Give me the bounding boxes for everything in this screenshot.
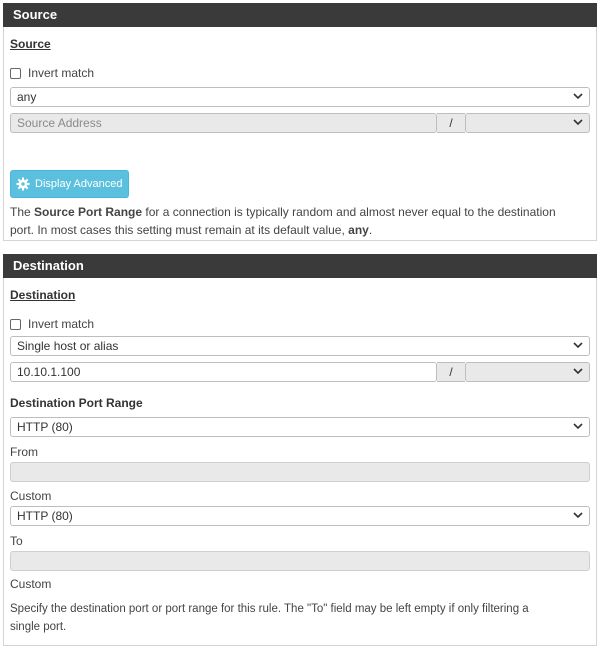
source-invert-checkbox[interactable] [10, 68, 21, 79]
destination-invert-checkbox[interactable] [10, 319, 21, 330]
source-panel [3, 3, 597, 241]
destination-help-line1: Specify the destination port or port range for this rule. The "To" field may be left empty if only filtering a [10, 603, 529, 615]
to-custom-label: Custom [10, 577, 52, 591]
chevron-down-icon [573, 117, 583, 127]
from-port-value: HTTP (80) [17, 420, 73, 434]
chevron-down-icon [573, 510, 583, 520]
destination-address-value: 10.10.1.100 [17, 365, 81, 379]
source-mask-select[interactable] [465, 113, 590, 133]
gear-icon [16, 177, 30, 191]
chevron-down-icon [573, 366, 583, 376]
to-custom-input[interactable] [10, 551, 590, 571]
source-help-line1 [10, 203, 590, 221]
help-text: port. In most cases this setting must remain at its default value, [10, 223, 349, 237]
from-custom-label: Custom [10, 489, 52, 503]
destination-port-range-label: Destination Port Range [10, 396, 143, 410]
from-port-select[interactable] [10, 417, 590, 437]
chevron-down-icon [573, 91, 583, 101]
source-label: Source [10, 37, 51, 51]
destination-invert-label: Invert match [28, 317, 95, 331]
destination-heading: Destination [3, 254, 597, 278]
from-label: From [10, 445, 38, 459]
from-custom-input[interactable] [10, 462, 590, 482]
destination-body [3, 278, 597, 646]
source-port-help [10, 203, 590, 239]
source-address-placeholder: Source Address [17, 116, 102, 130]
help-text: . [368, 223, 373, 237]
source-type-select[interactable] [10, 87, 590, 107]
source-invert-label: Invert match [28, 66, 95, 80]
display-advanced-label: Display Advanced [35, 178, 123, 190]
destination-label: Destination [10, 288, 76, 302]
source-help-line2 [10, 221, 590, 239]
source-body [3, 27, 597, 241]
to-port-value: HTTP (80) [17, 509, 73, 523]
destination-port-help [10, 600, 592, 636]
destination-mask-select[interactable] [465, 362, 590, 382]
help-bold: any [348, 223, 369, 237]
destination-help-line2: single port. [10, 621, 67, 633]
destination-type-select[interactable] [10, 336, 590, 356]
source-slash: / [437, 113, 465, 133]
source-address-input[interactable] [10, 113, 437, 133]
destination-type-value: Single host or alias [17, 339, 119, 353]
source-type-value: any [17, 90, 37, 104]
chevron-down-icon [573, 421, 583, 431]
display-advanced-button[interactable] [10, 170, 129, 198]
help-bold: Source Port Range [34, 205, 143, 219]
chevron-down-icon [573, 340, 583, 350]
destination-panel [3, 254, 597, 646]
help-text: for a connection is typically random and almost never equal to the destination [142, 205, 556, 219]
destination-address-input[interactable] [10, 362, 437, 382]
to-port-select[interactable] [10, 506, 590, 526]
help-text: The [10, 205, 35, 219]
source-heading: Source [3, 3, 597, 27]
to-label: To [10, 534, 23, 548]
destination-slash: / [437, 362, 465, 382]
